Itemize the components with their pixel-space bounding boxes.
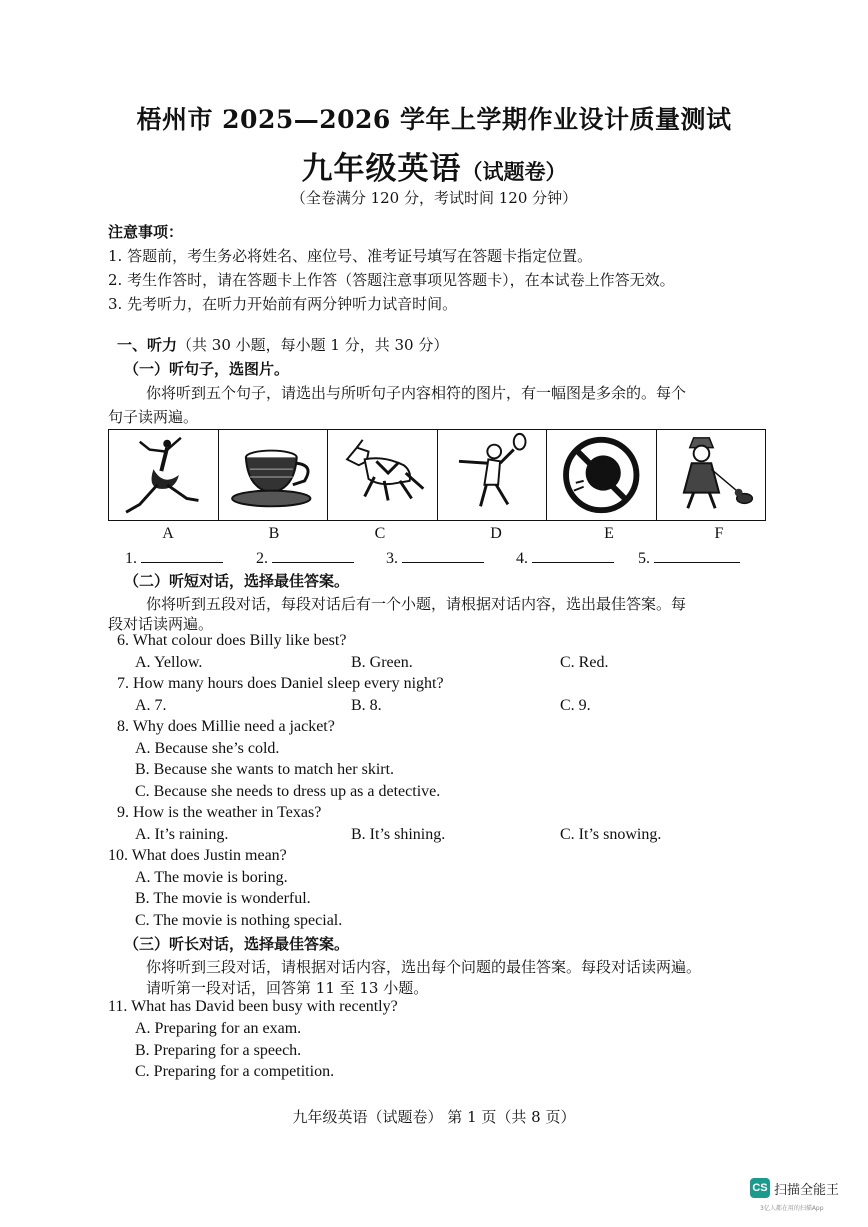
part1-title: （一）听句子，选图片。 <box>124 360 290 378</box>
picture-label-d: D <box>490 525 502 542</box>
option-b[interactable]: B. The movie is wonderful. <box>135 890 311 907</box>
option-a[interactable]: A. 7. <box>135 697 167 714</box>
picture-f <box>657 430 766 520</box>
exam-title-line1: 梧州市 2025—2026 学年上学期作业设计质量测试 <box>136 105 732 134</box>
part2-title: （二）听短对话，选择最佳答案。 <box>124 572 350 590</box>
camscanner-name: 扫描全能王 <box>774 1183 840 1198</box>
question-10: 10. What does Justin mean? <box>108 847 287 864</box>
question-7: 7. How many hours does Daniel sleep every night? <box>117 675 444 692</box>
question-9: 9. How is the weather in Texas? <box>117 804 322 821</box>
option-b[interactable]: B. It’s shining. <box>351 826 446 843</box>
blank-number: 3. <box>386 550 398 567</box>
option-b[interactable]: B. Preparing for a speech. <box>135 1042 302 1059</box>
blank-number: 5. <box>638 550 650 567</box>
option-c[interactable]: C. 9. <box>560 697 591 714</box>
option-b[interactable]: B. 8. <box>351 697 382 714</box>
answer-blank[interactable] <box>638 548 740 568</box>
notice-title: 注意事项： <box>108 223 184 241</box>
part3-title: （三）听长对话，选择最佳答案。 <box>124 935 350 953</box>
part3-instructions-cont: 请听第一段对话，回答第 11 至 13 小题。 <box>146 979 429 997</box>
teacup-icon <box>219 430 328 520</box>
exam-subtitle: （全卷满分 120 分，考试时间 120 分钟） <box>290 189 578 207</box>
answer-blank[interactable] <box>125 548 223 568</box>
picture-c <box>328 430 438 520</box>
notice-item: 3. 先考听力，在听力开始前有两分钟听力试音时间。 <box>108 295 458 313</box>
picture-label-e: E <box>604 525 614 542</box>
section-scoring: （共 30 小题，每小题 1 分，共 30 分） <box>177 336 449 354</box>
question-8: 8. Why does Millie need a jacket? <box>117 718 335 735</box>
page-footer: 九年级英语（试题卷） 第 1 页（共 8 页） <box>292 1108 576 1126</box>
option-c[interactable]: C. The movie is nothing special. <box>135 912 343 929</box>
question-6: 6. What colour does Billy like best? <box>117 632 347 649</box>
subject-title: 九年级英语 <box>301 151 462 187</box>
picture-a <box>109 430 219 520</box>
picture-label-c: C <box>374 525 386 542</box>
option-c[interactable]: C. Red. <box>560 654 609 671</box>
picture-label-a: A <box>162 525 174 542</box>
camscanner-logo-icon: CS <box>750 1178 770 1198</box>
picture-b <box>219 430 329 520</box>
answer-blank[interactable] <box>386 548 484 568</box>
picture-d <box>438 430 548 520</box>
option-a[interactable]: A. Yellow. <box>135 654 203 671</box>
notice-item: 2. 考生作答时，请在答题卡上作答（答题注意事项见答题卡），在本试卷上作答无效。 <box>108 271 675 289</box>
part1-instructions: 你将听到五个句子，请选出与所听句子内容相符的图片，有一幅图是多余的。每个 <box>146 384 687 402</box>
option-a[interactable]: A. It’s raining. <box>135 826 229 843</box>
section-title: 一、听力 <box>117 336 178 354</box>
option-c[interactable]: C. It’s snowing. <box>560 826 662 843</box>
section-heading <box>117 334 448 355</box>
blank-number: 1. <box>125 550 137 567</box>
blank-number: 2. <box>256 550 268 567</box>
blank-number: 4. <box>516 550 528 567</box>
option-c[interactable]: C. Because she needs to dress up as a detective. <box>135 783 441 800</box>
badminton-player-icon <box>438 430 547 520</box>
option-b[interactable]: B. Because she wants to match her skirt. <box>135 761 395 778</box>
part2-instructions: 你将听到五段对话，每段对话后有一个小题，请根据对话内容，选出最佳答案。每 <box>146 595 687 613</box>
option-a[interactable]: A. The movie is boring. <box>135 869 288 886</box>
answer-blank[interactable] <box>256 548 354 568</box>
option-a[interactable]: A. Preparing for an exam. <box>135 1020 302 1037</box>
answer-blank[interactable] <box>516 548 614 568</box>
picture-e <box>547 430 657 520</box>
picture-label-b: B <box>268 525 280 542</box>
part1-instructions-cont: 句子读两遍。 <box>108 408 199 426</box>
option-c[interactable]: C. Preparing for a competition. <box>135 1063 335 1080</box>
notice-item: 1. 答题前，考生务必将姓名、座位号、准考证号填写在答题卡指定位置。 <box>108 247 593 265</box>
option-b[interactable]: B. Green. <box>351 654 413 671</box>
question-11: 11. What has David been busy with recently? <box>108 998 398 1015</box>
picture-label-f: F <box>714 525 724 542</box>
exam-title-main <box>0 143 868 188</box>
picture-row <box>108 429 766 521</box>
paper-type: （试题卷） <box>461 159 567 184</box>
carousel-horse-icon <box>328 430 437 520</box>
girl-with-dog-icon <box>657 430 766 520</box>
ballerina-icon <box>109 430 218 520</box>
part2-instructions-cont: 段对话读两遍。 <box>108 615 214 633</box>
camscanner-tagline: 3亿人都在用的扫描App <box>760 1205 824 1212</box>
option-a[interactable]: A. Because she’s cold. <box>135 740 280 757</box>
no-talking-sign-icon <box>547 430 656 520</box>
part3-instructions: 你将听到三段对话，请根据对话内容，选出每个问题的最佳答案。每段对话读两遍。 <box>146 958 702 976</box>
